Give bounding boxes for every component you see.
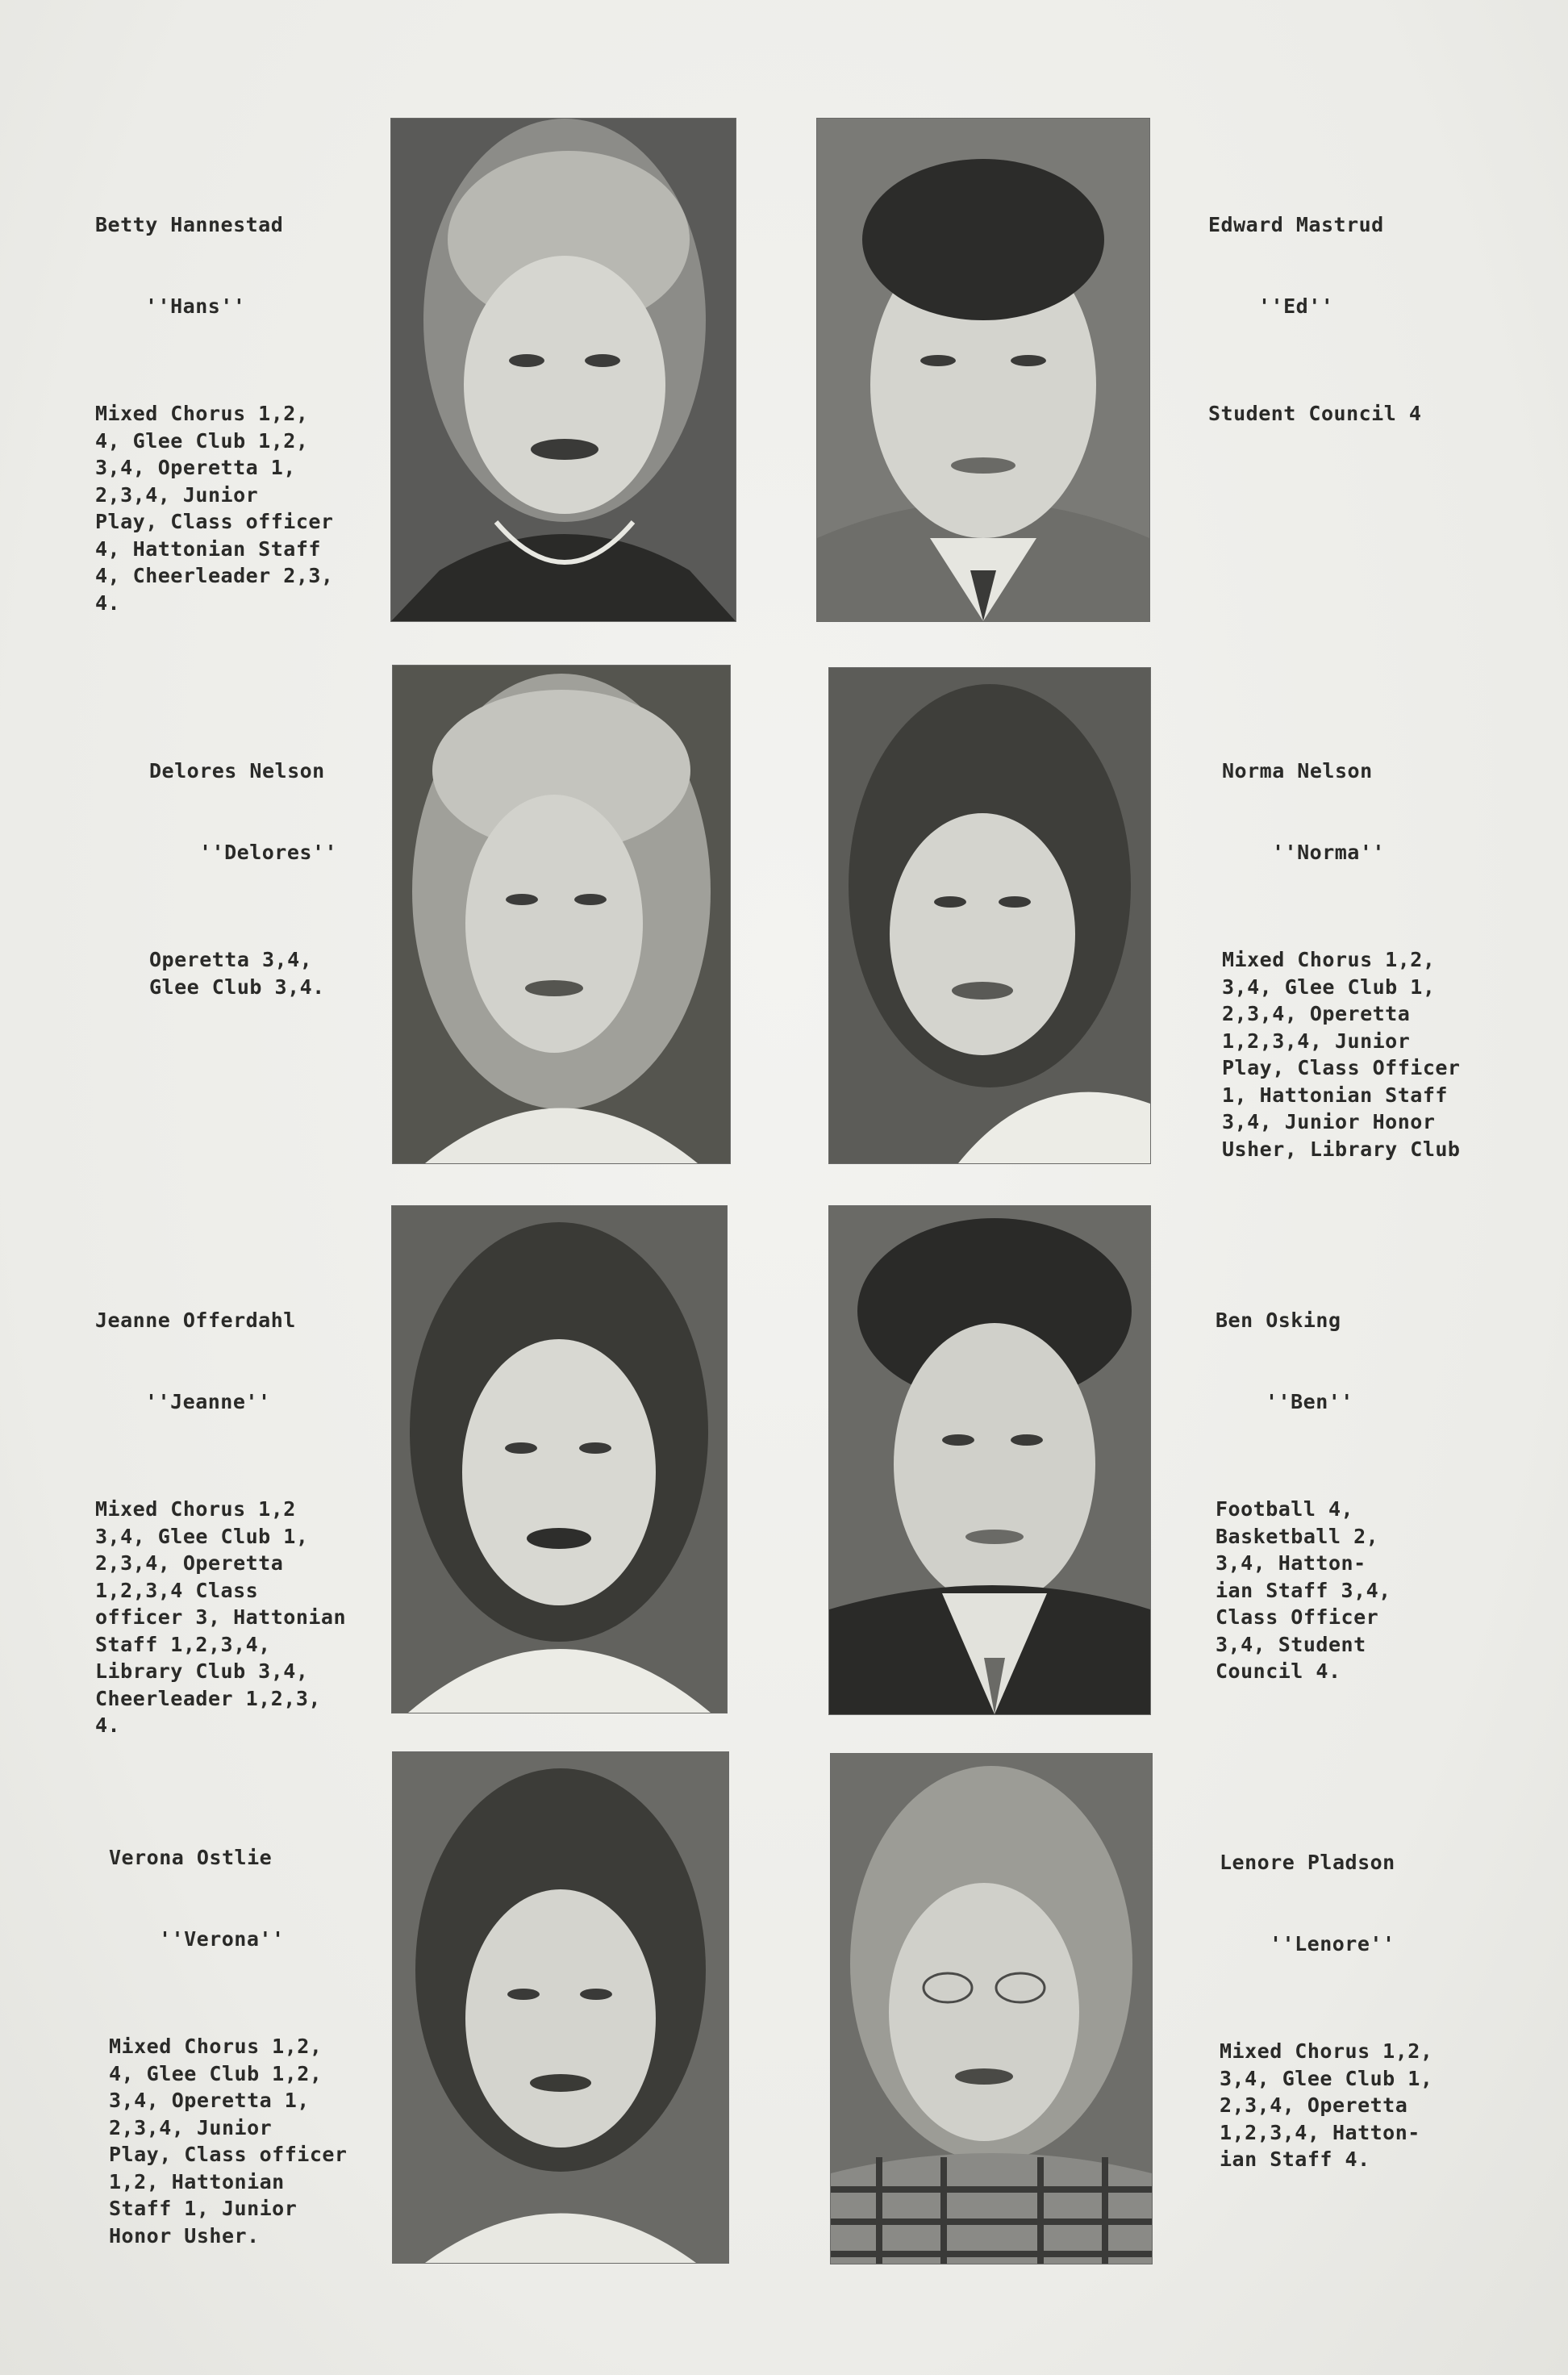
bio-verona-ostlie [109,1790,347,2303]
bio-jeanne-offerdahl [95,1253,346,1793]
student-nickname: ''Lenore'' [1270,1931,1395,1956]
student-activities: Mixed Chorus 1,2, 4, Glee Club 1,2, 3,4, Operetta 1, 2,3,4, Junior Play, Class officer 1,2, Hattonian Staff 1, Junior Honor Usher. [109,2035,348,2248]
student-activities: Football 4, Basketball 2, 3,4, Hatton- ian Staff 3,4, Class Officer 3,4, Student Council 4. [1216,1497,1391,1683]
portrait-photo-edward-mastrud [817,119,1149,621]
student-name: Jeanne Offerdahl [95,1309,296,1332]
portrait-photo-verona-ostlie [393,1752,728,2263]
student-activities: Mixed Chorus 1,2, 4, Glee Club 1,2, 3,4, Operetta 1, 2,3,4, Junior Play, Class officer 4, Hattonian Staff 4, Cheerleader 2,3, 4. [95,402,334,615]
portrait-photo-betty-hannestad [391,119,736,621]
student-nickname: ''Ed'' [1258,294,1334,318]
student-name: Verona Ostlie [109,1846,273,1869]
student-activities: Student Council 4 [1208,402,1422,425]
student-name: Ben Osking [1216,1309,1341,1332]
student-activities: Mixed Chorus 1,2, 3,4, Glee Club 1, 2,3,4, Operetta 1,2,3,4, Junior Play, Class Officer 1, Hattonian Staff 3,4, Junior Honor Usher, Library Club [1222,948,1461,1161]
student-name: Betty Hannestad [95,213,284,236]
student-nickname: ''Ben'' [1266,1389,1353,1413]
portrait-photo-norma-nelson [829,668,1150,1163]
student-activities: Mixed Chorus 1,2, 3,4, Glee Club 1, 2,3,4, Operetta 1,2,3,4, Hatton- ian Staff 4. [1220,2039,1433,2171]
student-nickname: ''Norma'' [1272,840,1385,864]
bio-delores-nelson [149,703,337,1054]
portrait-photo-lenore-pladson [831,1754,1152,2264]
student-name: Edward Mastrud [1208,213,1384,236]
student-name: Lenore Pladson [1220,1851,1395,1874]
bio-lenore-pladson [1220,1795,1432,2227]
bio-edward-mastrud [1208,157,1421,482]
portrait-photo-delores-nelson [393,666,730,1163]
student-nickname: ''Jeanne'' [145,1389,271,1413]
student-nickname: ''Delores'' [199,840,338,864]
student-nickname: ''Hans'' [145,294,246,318]
student-nickname: ''Verona'' [159,1926,285,1951]
bio-ben-osking [1216,1253,1391,1739]
portrait-photo-jeanne-offerdahl [392,1206,727,1713]
portrait-photo-ben-osking [829,1206,1150,1714]
student-activities: Operetta 3,4, Glee Club 3,4. [149,948,325,999]
student-name: Norma Nelson [1222,759,1373,783]
student-name: Delores Nelson [149,759,325,783]
student-activities: Mixed Chorus 1,2 3,4, Glee Club 1, 2,3,4, Operetta 1,2,3,4 Class officer 3, Hattonian Staff 1,2,3,4, Library Club 3,4, Cheerleader 1,2,3, 4. [95,1497,347,1737]
bio-norma-nelson [1222,703,1460,1217]
bio-betty-hannestad [95,157,333,670]
